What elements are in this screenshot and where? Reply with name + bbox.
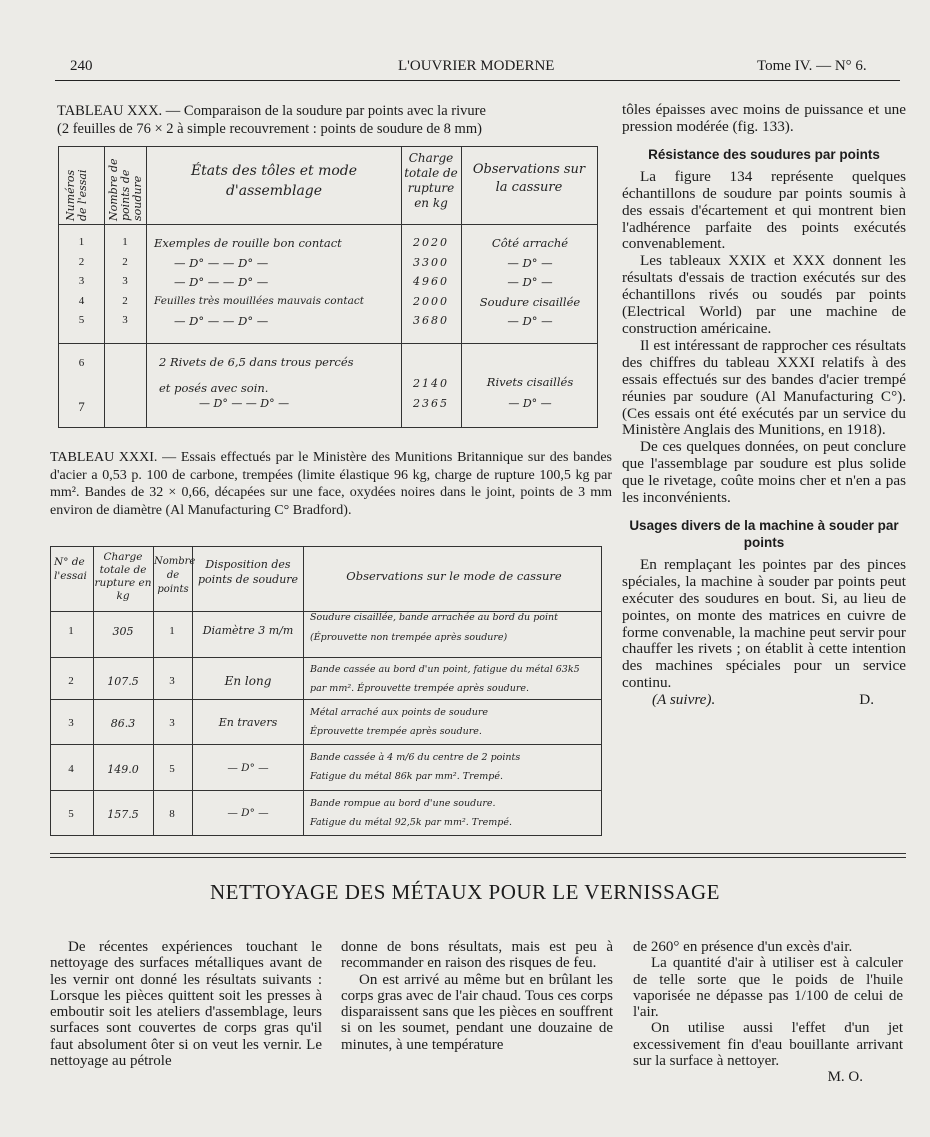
t31-row-obs-1: Bande cassée à 4 m/6 du centre de 2 points [310, 752, 521, 763]
t30-row-etat: — D° — — D° — [199, 397, 290, 410]
t30-col-charge: Charge totale de rupture en kg [404, 151, 458, 210]
t30-row-etat: Feuilles très mouillées mauvais contact [154, 294, 364, 307]
paragraph: On utilise aussi l'effet d'un jet excessivement fin d'eau bouillante arrivant sur la surface à nettoyer. [633, 1020, 903, 1070]
t31-row-obs-1: Bande cassée au bord d'un point, fatigue du métal 63k5 [310, 664, 580, 675]
t31-row-disposition: Diamètre 3 m/m [202, 624, 294, 637]
signature-mo: M. O. [827, 1069, 863, 1086]
t30-row-n: 4 [78, 294, 85, 307]
t30-row-n: 7 [78, 399, 85, 414]
t30-row-obs: — D° — [507, 255, 553, 270]
t30-row6-etat-1: 2 Rivets de 6,5 dans trous percés [159, 355, 354, 369]
table31-caption: TABLEAU XXXI. — Essais effectués par le Ministère des Munitions Britannique sur des bandes d'acier a 0,53 p. 100 de carbone, trempées (limite élastique 96 kg, charge de rupture 100,5 kg par mm². Bandes de 32 × 0,66, décapées sur une face, oxydées noires dans le joint, points de 3 mm environ de diamètre (Al Manufacturing C° Bradford). [50, 450, 612, 518]
t30-row-points: 3 [122, 275, 128, 287]
t31-row-points: 1 [169, 625, 175, 637]
t30-row-charge: 3300 [413, 255, 449, 269]
paragraph: La figure 134 représente quelques échantillons de soudure par points soumis à des essais d'écartement et qui montrent bien l'adhérence parfaite des points exécutés convenablement. [622, 167, 906, 253]
table30-caption-line1: TABLEAU XXX. — Comparaison de la soudure par points avec la rivure [57, 103, 486, 119]
heading-usages: Usages divers de la machine à souder par points [629, 517, 899, 550]
t31-row-charge: 305 [112, 625, 134, 638]
paragraph: De récentes expériences touchant le nettoyage des surfaces métalliques avant de les vernir ont donné les résultats suivants : Lorsque les pièces quittent soit les presses à emboutir soit les ateliers d'assemblage, leurs surfaces sont couvertes de corps gras qu'il faut absolument ôter si on veut les vernir. Le nettoyage au pétrole [50, 939, 322, 1070]
t30-row-charge: 2365 [413, 397, 449, 410]
volume-number: Tome IV. — N° 6. [757, 58, 867, 74]
t31-row-obs-2: (Éprouvette non trempée après soudure) [310, 632, 508, 643]
t31-row-points: 3 [169, 675, 175, 687]
t31-row-obs-2: Fatigue du métal 86k par mm². Trempé. [310, 771, 503, 782]
t31-row-obs-2: Éprouvette trempée après soudure. [310, 726, 482, 737]
t31-row-charge: 86.3 [110, 717, 136, 730]
t31-row-disposition: — D° — [227, 762, 269, 774]
t31-row-points: 3 [169, 717, 175, 729]
paragraph: En remplaçant les pointes par des pinces spéciales, la machine à souder par points peut exécuter des soudures en bout. Si, au lieu de pointes, on monte des matrices en cuivre de forme convenable, la machine peut servir pour chauffer les rivets ; on établit à cette intention des machines spéciales pour un service continu. [622, 555, 906, 692]
t31-row-n: 1 [68, 625, 74, 637]
page-number: 240 [70, 58, 93, 74]
table30-caption [57, 102, 617, 138]
heading-resistance: Résistance des soudures par points [648, 146, 880, 162]
t30-row6-etat-2: et posés avec soin. [159, 381, 269, 395]
header-rule [55, 80, 900, 81]
t30-col-numeros: Numéros de l'essai [64, 169, 89, 221]
right-intro: tôles épaisses avec moins de puissance et une pression modérée (fig. 133). [622, 101, 906, 135]
t31-row-obs-2: par mm². Éprouvette trempée après soudure. [310, 683, 530, 694]
t30-row-n: 6 [78, 357, 85, 369]
t30-row-charge: 2020 [413, 236, 449, 249]
right-column [622, 102, 906, 710]
t30-row-points: 2 [122, 255, 128, 268]
article-col-3 [633, 939, 903, 1086]
t31-col-charge: Charge totale de rupture en kg [94, 551, 152, 602]
t30-row-charge: 4960 [413, 275, 449, 288]
t30-row-n: 2 [78, 255, 85, 268]
t30-col-observations: Observations sur la cassure [472, 162, 586, 195]
t30-row-points: 2 [122, 294, 128, 307]
paragraph: de 260° en présence d'un excès d'air. [633, 939, 853, 955]
paragraph: Les tableaux XXIX et XXX donnent les résultats d'essais de traction exécutés sur des échantillons rivés ou soudés par points (Electrical World) par une machine de construction américaine. [622, 252, 906, 337]
t30-row-etat: Exemples de rouille bon contact [154, 236, 342, 250]
t31-row-obs-1: Bande rompue au bord d'une soudure. [310, 798, 496, 809]
t31-row-disposition: En travers [218, 716, 278, 729]
article-title: NETTOYAGE DES MÉTAUX POUR LE VERNISSAGE [210, 880, 720, 904]
t31-row-n: 4 [68, 763, 74, 775]
t31-row-n: 5 [68, 808, 74, 820]
article-col-1 [50, 939, 322, 1069]
t30-row-points: 3 [122, 314, 128, 326]
t30-row-obs: Rivets cisaillés [486, 375, 574, 389]
t30-row-obs: Soudure cisaillée [479, 294, 581, 309]
t30-row-obs: — D° — [508, 397, 552, 410]
t31-row-disposition: En long [224, 674, 272, 688]
t30-row-n: 3 [78, 275, 85, 287]
t30-row-obs: — D° — [507, 314, 553, 328]
paragraph: On est arrivé au même but en brûlant les corps gras avec de l'air chaud. Tous ces corps disparaissent sans que les pièces en souffrent si on les soumet, pendant une douzaine de minutes, à une température [341, 971, 613, 1053]
t30-row-obs: — D° — [507, 275, 553, 289]
t31-row-points: 8 [169, 808, 175, 820]
t31-row-charge: 149.0 [107, 763, 139, 776]
t30-col-etats: États des tôles et mode d'assemblage [190, 163, 358, 199]
a-suivre: (A suivre). [652, 691, 716, 709]
journal-title: L'OUVRIER MODERNE [398, 58, 555, 74]
paragraph: Il est intéressant de rapprocher ces résultats des chiffres du tableau XXXI relatifs à des essais effectués sur des bandes d'acier trempé réunies par soudure (Al Manufacturing C°). (Ces essais ont été exécutés par un service du Ministère Anglais des Munitions, en 1918). [622, 336, 906, 439]
t31-row-obs-2: Fatigue du métal 92,5k par mm². Trempé. [310, 817, 513, 828]
t30-row-charge: 3680 [413, 314, 449, 327]
article-col-2 [341, 939, 613, 1053]
paragraph: La quantité d'air à utiliser est à calculer de telle sorte que le poids de l'huile vaporisée ne dépasse pas 1/100 de celui de l'air. [633, 955, 903, 1021]
paragraph: De ces quelques données, on peut conclure que l'assemblage par soudure est plus solide que le rivetage, coûte moins cher et n'en a pas les inconvénients. [622, 438, 906, 507]
table30 [58, 146, 598, 428]
t31-row-charge: 157.5 [107, 808, 139, 821]
t31-col-points: Nombre de points [154, 556, 196, 595]
t31-row-n: 3 [68, 717, 74, 729]
t30-col-nombre: Nombre de points de soudure [107, 158, 144, 221]
t31-row-disposition: — D° — [227, 807, 269, 819]
signature-d: D. [859, 691, 874, 709]
paragraph: donne de bons résultats, mais est peu à recommander en raison des risques de feu. [341, 939, 613, 972]
section-rule [50, 853, 906, 858]
t30-row-charge: 2000 [413, 294, 449, 308]
t31-row-obs-1: Soudure cisaillée, bande arrachée au bord du point [310, 612, 558, 623]
t31-row-obs-1: Métal arraché aux points de soudure [310, 707, 489, 718]
t31-row-charge: 107.5 [107, 675, 139, 688]
t30-row-etat: — D° — — D° — [174, 255, 269, 270]
t31-row-points: 5 [169, 763, 175, 775]
t30-row-points: 1 [122, 236, 128, 248]
t30-row-charge: 2140 [413, 377, 449, 390]
t30-row-n: 1 [78, 236, 85, 248]
t30-row-etat: — D° — — D° — [174, 314, 269, 328]
t31-col-disposition: Disposition des points de soudure [197, 558, 299, 586]
t30-row-obs: Côté arraché [491, 236, 569, 250]
table30-caption-line2: (2 feuilles de 76 × 2 à simple recouvrement : points de soudure de 8 mm) [57, 121, 482, 137]
t30-row-n: 5 [78, 314, 85, 326]
t30-row-etat: — D° — — D° — [174, 275, 269, 289]
t31-col-n: N° de l'essai [54, 556, 87, 582]
t31-row-n: 2 [68, 675, 74, 687]
t31-col-observations: Observations sur le mode de cassure [346, 569, 562, 583]
